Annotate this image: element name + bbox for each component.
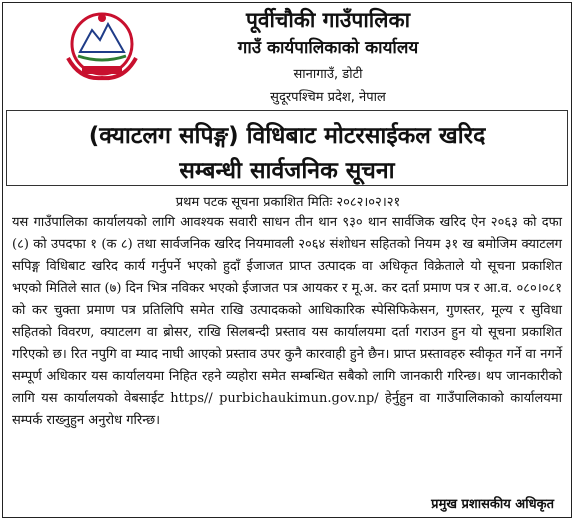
notice-body: यस गाउँपालिका कार्यालयको लागि आवश्यक सवारी साधन तीन थान ९३० थान सार्वजिक खरिद ऐन २०६३ को दफा (८) को उपदफा १ (क ८) तथा सार्वजनिक खरिद नियमावली २०६४ संशोधन सहितको नियम ३१ ख बमोजिम क्याटलग सपिङ्ग विधिबाट खरिद कार्य गर्नुपर्ने भएको हुदाँ ईजाजत प्राप्त उत्पादक वा अधिकृत विक्रेताले यो सूचना प्रकाशित भएको मितिले सात (७) दिन भित्र नविकर भएको ईजाजत पत्र आयकर र मू.अ. कर दर्ता प्रमाण पत्र र आ.व. ०८०।०८१ को कर चुक्ता प्रमाण पत्र प्रतिलिपि समेत राखि उत्पादकको आधिकारिक स्पेसिफिकेसन, गुणस्तर, मूल्य र सुविधा सहितको विवरण, क्याटलग वा ब्रोसर, राखि सिलबन्दी प्रस्ताव यस कार्यालयमा दर्ता गराउन हुन यो सूचना प्रकाशित गरिएको छ। रित नपुगि वा म्याद नाघी आएको प्रस्ताव उपर कुनै कारवाही हुने छैन। प्राप्त प्रस्तावहरु स्वीकृत गर्ने वा नगर्ने सम्पूर्ण अधिकार यस कार्यालयमा निहित रहने व्यहोरा समेत सम्बन्धित सबैको लागि जानकारी गरिन्छ। थप जानकारीको लागि यस कार्यालयको वेबसाईट https// purbichaukimun.gov.np/ हेर्नुहुन वा गाउँपालिकाको कार्यालयमा सम्पर्क राख्नुहुन अनुरोध गरिन्छ। (12, 215, 562, 428)
headline-line-1: (क्याटलग सपिङ्ग) विधिबाट मोटरसाईकल खरिद (88, 123, 486, 149)
address-line-1: सानागाउँ, डोटी (293, 67, 363, 82)
headline-box (6, 110, 568, 186)
office-name: गाउँ कार्यपालिकाको कार्यालय (237, 38, 419, 58)
publication-date: प्रथम पटक सूचना प्रकाशित मितिः २०८२।०२।२१ (175, 195, 401, 210)
org-name: पूर्वीचौकी गाउँपालिका (245, 8, 411, 32)
address-line-2: सुदूरपश्चिम प्रदेश, नेपाल (270, 90, 386, 105)
signature-title: प्रमुख प्रशासकीय अधिकृत (431, 497, 554, 512)
headline-line-2: सम्बन्धी सार्वजनिक सूचना (179, 158, 395, 184)
